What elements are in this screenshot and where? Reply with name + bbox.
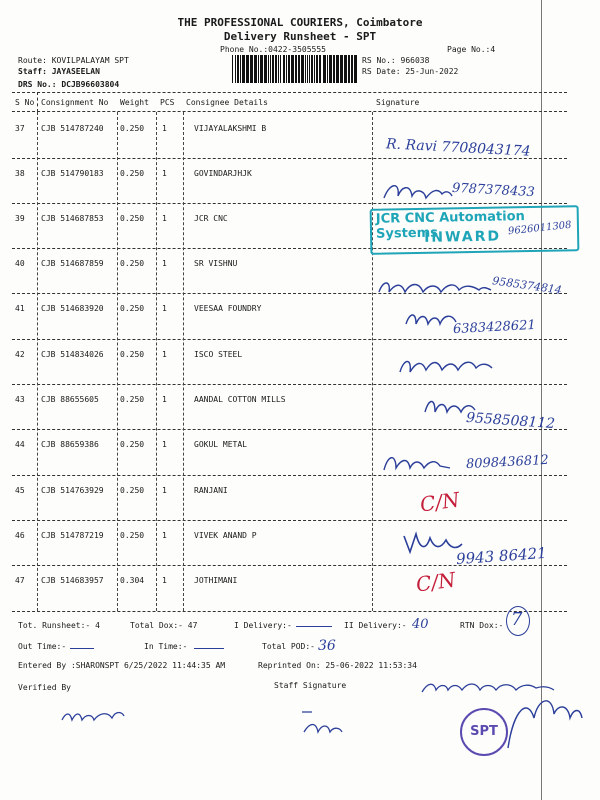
handwritten-phone-46: 9943 86421 [455,543,548,569]
signature-scribble-42 [396,352,496,378]
route-label: Route: KOVILPALAYAM SPT [18,56,129,65]
verifier-signature [58,706,128,730]
ii-delivery: II Delivery:- [344,621,407,630]
row-pcs: 1 [162,395,167,404]
row-consignee: JOTHIMANI [194,576,238,585]
row-sno: 38 [15,169,25,178]
stamp-company: JCR CNC Automation Systems [375,209,525,242]
row-weight: 0.250 [120,531,145,540]
row-sno: 47 [15,576,25,585]
row-consignee: JCR CNC [194,214,228,223]
row-consignment: CJB 514683957 [41,576,104,585]
staff-signature-label: Staff Signature [274,681,347,690]
col-weight: Weight [120,98,149,107]
row-consignment: CJB 514787240 [41,124,104,133]
row-pcs: 1 [162,169,167,178]
entered-by: Entered By :SHARONSPT 6/25/2022 11:44:35 AM [18,661,226,670]
tot-runsheet: Tot. Runsheet:- 4 [18,621,100,630]
row-consignment: CJB 514687853 [41,214,104,223]
row-consignment: CJB 88655605 [41,395,99,404]
col-signature: Signature [376,98,420,107]
verified-by: Verified By [18,683,71,692]
row-consignment: CJB 514834026 [41,350,104,359]
reprinted-on: Reprinted On: 25-06-2022 11:53:34 [258,661,417,670]
row-sno: 42 [15,350,25,359]
row-consignment: CJB 514683920 [41,304,104,313]
company-title: THE PROFESSIONAL COURIERS, Coimbatore [177,16,423,29]
rtn-dox: RTN Dox:- [460,621,504,630]
row-sno: 44 [15,440,25,449]
row-consignee: VIVEK ANAND P [194,531,257,540]
row-consignee: RANJANI [194,486,228,495]
row-pcs: 1 [162,576,167,585]
handwritten-phone-41: 6383428621 [452,317,537,338]
page-number: Page No.:4 [447,45,496,54]
spt-round-stamp: SPT [460,708,508,756]
row-weight: 0.250 [120,395,145,404]
handwritten-cn-47: C/N [414,567,458,597]
row-pcs: 1 [162,440,167,449]
col-sno: S No [15,98,35,107]
row-consignee: VIJAYALAKSHMI B [194,124,267,133]
signature-scribble-38 [380,178,455,206]
row-pcs: 1 [162,259,167,268]
ii-delivery-value: 40 [412,617,429,632]
row-sno: 43 [15,395,25,404]
row-sno: 41 [15,304,25,313]
sheet-title: Delivery Runsheet - SPT [223,30,377,43]
drs-number: DRS No.: DCJB96603804 [18,80,120,89]
row-pcs: 1 [162,350,167,359]
in-time: In Time:- [144,642,188,651]
row-weight: 0.250 [120,350,145,359]
row-consignment: CJB 514787219 [41,531,104,540]
rtn-dox-value: 7 [511,609,523,630]
row-pcs: 1 [162,304,167,313]
row-consignment: CJB 514790183 [41,169,104,178]
col-consignment: Consignment No [41,98,109,107]
row-sno: 46 [15,531,25,540]
handwritten-phone-44: 8098436812 [465,452,550,473]
row-consignee: GOVINDARJHJK [194,169,252,178]
handwritten-phone-38: 9787378433 [451,180,536,201]
staff-signature [296,706,346,740]
row-weight: 0.250 [120,304,145,313]
handwritten-phone-39: 9626011308 [507,219,573,238]
signature-scribble-44 [380,450,455,476]
stamp-inward: INWARD [423,228,502,246]
row-weight: 0.250 [120,214,145,223]
row-consignment: CJB 88659386 [41,440,99,449]
staff-label: Staff: JAYASEELAN [18,67,100,76]
row-weight: 0.250 [120,259,145,268]
header-rule-bottom [12,111,567,112]
handwritten-phone-40: 9585374814 [491,274,563,297]
row-consignee: SR VISHNU [194,259,238,268]
total-pod-value: 36 [318,638,336,654]
row-consignee: GOKUL METAL [194,440,247,449]
row-sno: 39 [15,214,25,223]
row-weight: 0.304 [120,576,145,585]
row-consignee: VEESAA FOUNDRY [194,304,262,313]
col-pcs: PCS [160,98,175,107]
col-consignee: Consignee Details [186,98,268,107]
row-pcs: 1 [162,486,167,495]
row-sno: 37 [15,124,25,133]
row-sno: 45 [15,486,25,495]
row-sno: 40 [15,259,25,268]
row-weight: 0.250 [120,124,145,133]
table-row [0,568,600,613]
total-pod: Total POD:- [262,642,315,651]
table-row [0,478,600,523]
row-pcs: 1 [162,531,167,540]
row-consignee: ISCO STEEL [194,350,243,359]
row-consignment: CJB 514687859 [41,259,104,268]
rs-date: RS Date: 25-Jun-2022 [362,67,459,76]
i-delivery-blank [296,626,332,627]
signature-scribble-40 [375,278,495,300]
row-pcs: 1 [162,214,167,223]
total-dox: Total Dox:- 47 [130,621,198,630]
row-weight: 0.250 [120,169,145,178]
table-row [0,342,600,387]
rs-number: RS No.: 966038 [362,56,430,65]
phone-number: Phone No.:0422-3505555 [220,45,326,54]
row-consignee: AANDAL COTTON MILLS [194,395,286,404]
handwritten-phone-43: 9558508112 [465,409,556,433]
row-pcs: 1 [162,124,167,133]
out-time: Out Time:- [18,642,67,651]
row-weight: 0.250 [120,440,145,449]
row-consignment: CJB 514763929 [41,486,104,495]
handwritten-cn-45: C/N [418,487,462,517]
i-delivery: I Delivery:- [234,621,292,630]
barcode [232,55,360,83]
handwritten-signature-37: R. Ravi 7708043174 [385,136,531,160]
row-weight: 0.250 [120,486,145,495]
header-rule-top [12,92,567,93]
